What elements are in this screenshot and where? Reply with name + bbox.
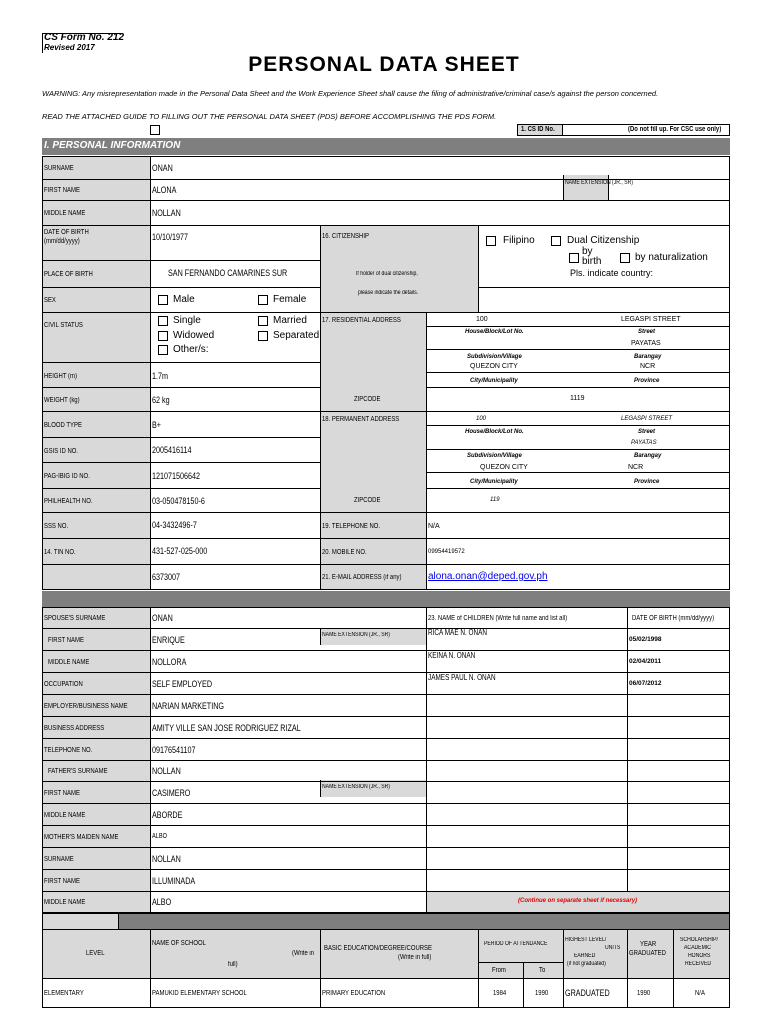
child-name[interactable]: RICA MAE N. ONAN xyxy=(428,628,488,637)
widowed-checkbox[interactable] xyxy=(158,331,168,341)
filipino-checkbox[interactable] xyxy=(486,236,496,246)
edu-level-header: LEVEL xyxy=(86,950,105,957)
female-checkbox[interactable] xyxy=(258,295,268,305)
form-number: CS Form No. 212 xyxy=(44,32,125,43)
edu-from[interactable]: 1984 xyxy=(493,990,507,997)
label-weight: WEIGHT (kg) xyxy=(44,397,80,404)
email-link[interactable]: alona.onan@deped.gov.ph xyxy=(428,571,548,582)
edu-highest-2: UNITS xyxy=(605,945,621,951)
dual-note-2: please indicate the details. xyxy=(358,290,419,296)
label-mother-first: FIRST NAME xyxy=(44,878,80,885)
mother-middle-value[interactable]: ALBO xyxy=(152,897,172,907)
edu-period-header: PERIOD OF ATTENDANCE xyxy=(484,941,548,947)
married-checkbox[interactable] xyxy=(258,316,268,326)
bus-addr-value[interactable]: AMITY VILLE SAN JOSE RODRIGUEZ RIZAL xyxy=(152,723,301,733)
dual-checkbox[interactable] xyxy=(551,236,561,246)
child-name[interactable]: JAMES PAUL N. ONAN xyxy=(428,673,496,682)
label-pob: PLACE OF BIRTH xyxy=(44,271,93,278)
widowed-label: Widowed xyxy=(173,330,215,341)
separated-label: Separated xyxy=(273,330,320,341)
label-email: 21. E-MAIL ADDRESS (if any) xyxy=(322,574,402,581)
label-dob: DATE OF BIRTH (mm/dd/yyyy) xyxy=(44,229,89,245)
mobile-value[interactable]: 09954419572 xyxy=(428,549,465,555)
label-spouse-middle: MIDDLE NAME xyxy=(48,659,90,666)
cs-id-label: 1. CS ID No. xyxy=(521,126,555,133)
label-sss: SSS NO. xyxy=(44,523,69,530)
res-city[interactable]: QUEZON CITY xyxy=(470,363,518,370)
label-spouse-tel: TELEPHONE NO. xyxy=(44,747,93,754)
extra-id-value[interactable]: 6373007 xyxy=(152,572,181,582)
separated-checkbox[interactable] xyxy=(258,331,268,341)
label-occupation: OCCUPATION xyxy=(44,681,83,688)
cs-id-note: (Do not fill up. For CSC use only) xyxy=(628,126,722,133)
label-citizenship: 16. CITIZENSHIP xyxy=(322,233,369,240)
perm-province[interactable]: NCR xyxy=(628,464,644,471)
pagibig-value[interactable]: 121071506642 xyxy=(152,471,201,481)
mother-maiden-value[interactable]: ALBO xyxy=(152,833,167,840)
res-street[interactable]: LEGASPI STREET xyxy=(621,316,681,323)
res-street-label: Street xyxy=(638,329,656,335)
dual-label: Dual Citizenship xyxy=(567,235,640,246)
label-blood-type: BLOOD TYPE xyxy=(44,422,82,429)
label-bus-addr: BUSINESS ADDRESS xyxy=(44,725,105,732)
telephone-value[interactable]: N/A xyxy=(428,523,440,530)
child-dob[interactable]: 06/07/2012 xyxy=(629,680,662,687)
label-telephone: 19. TELEPHONE NO. xyxy=(322,523,381,530)
perm-street-label: Street xyxy=(638,429,656,435)
tin-value[interactable]: 431-527-025-000 xyxy=(152,546,208,556)
instruction-text: READ THE ATTACHED GUIDE TO FILLING OUT THE PERSONAL DATA SHEET (PDS) BEFORE ACCOMPLISHING THE PDS FORM. xyxy=(42,112,497,121)
father-surname-value[interactable]: NOLLAN xyxy=(152,766,181,776)
philhealth-value[interactable]: 03-050478150-6 xyxy=(152,496,205,506)
label-spouse-surname: SPOUSE'S SURNAME xyxy=(44,615,106,622)
label-perm-zip: ZIPCODE xyxy=(354,497,381,504)
middle-name-value[interactable]: NOLLAN xyxy=(152,208,181,218)
edu-to-header: To xyxy=(539,967,546,974)
surname-value[interactable]: ONAN xyxy=(152,163,173,173)
country-label: Pls. indicate country: xyxy=(570,268,654,278)
label-philhealth: PHILHEALTH NO. xyxy=(44,498,93,505)
res-barangay[interactable]: PAYATAS xyxy=(631,340,661,347)
label-height: HEIGHT (m) xyxy=(44,373,77,380)
section-personal-info-title: I. PERSONAL INFORMATION xyxy=(44,140,181,151)
edu-sch-1: SCHOLARSHIP/ xyxy=(680,937,718,943)
edu-school-header: NAME OF SCHOOL xyxy=(152,940,206,947)
others-checkbox[interactable] xyxy=(158,345,168,355)
perm-subdivision-label: Subdivision/Village xyxy=(467,453,522,459)
perm-city-label: City/Municipality xyxy=(470,479,518,485)
employer-value[interactable]: NARIAN MARKETING xyxy=(152,701,225,711)
spouse-middle-value[interactable]: NOLLORA xyxy=(152,657,187,667)
single-checkbox[interactable] xyxy=(158,316,168,326)
header-checkbox[interactable] xyxy=(150,125,160,135)
label-perm-address: 18. PERMANENT ADDRESS xyxy=(322,416,400,423)
dob-value[interactable]: 10/10/1977 xyxy=(152,232,189,242)
res-province[interactable]: NCR xyxy=(640,363,656,370)
spouse-first-value[interactable]: ENRIQUE xyxy=(152,635,185,645)
single-label: Single xyxy=(173,315,201,326)
label-mother-maiden: MOTHER'S MAIDEN NAME xyxy=(44,834,119,841)
res-subdivision-label: Subdivision/Village xyxy=(467,354,522,360)
edu-course-header: BASIC EDUCATION/DEGREE/COURSE xyxy=(324,945,433,952)
label-mobile: 20. MOBILE NO. xyxy=(322,549,367,556)
section-family-bar xyxy=(42,591,730,607)
res-house-label: House/Block/Lot No. xyxy=(465,329,524,335)
label-civil-status: CIVIL STATUS xyxy=(44,322,83,329)
label-father-middle: MIDDLE NAME xyxy=(44,812,86,819)
weight-value[interactable]: 62 kg xyxy=(152,395,170,405)
perm-house-label: House/Block/Lot No. xyxy=(465,429,524,435)
form-revised: Revised 2017 xyxy=(44,43,95,52)
father-middle-value[interactable]: ABORDE xyxy=(152,810,183,820)
edu-course[interactable]: PRIMARY EDUCATION xyxy=(322,990,386,997)
perm-city[interactable]: QUEZON CITY xyxy=(480,464,528,471)
spouse-tel-value[interactable]: 09176541107 xyxy=(152,745,196,755)
edu-highest-4: (if not graduated) xyxy=(567,961,606,967)
perm-street[interactable]: LEGASPI STREET xyxy=(621,416,673,422)
child-dob[interactable]: 05/02/1998 xyxy=(629,636,662,643)
gsis-value[interactable]: 2005416114 xyxy=(152,445,192,455)
child-name[interactable]: KEINA N. ONAN xyxy=(428,651,476,660)
warning-text: WARNING: Any misrepresentation made in the Personal Data Sheet and the Work Experience Sheet shall cause the filing of administrative/criminal case/s against the person concerned. xyxy=(42,89,659,98)
sss-value[interactable]: 04-3432496-7 xyxy=(152,520,197,530)
res-house[interactable]: 100 xyxy=(476,316,488,323)
pob-value[interactable]: SAN FERNANDO CAMARINES SUR xyxy=(168,268,288,278)
edu-full: full) xyxy=(228,961,238,968)
height-value[interactable]: 1.7m xyxy=(152,371,169,381)
res-city-label: City/Municipality xyxy=(470,378,518,384)
perm-barangay[interactable]: PAYATAS xyxy=(631,440,657,446)
label-middle-name: MIDDLE NAME xyxy=(44,210,86,217)
perm-province-label: Province xyxy=(634,479,660,485)
res-barangay-label: Barangay xyxy=(634,354,662,360)
label-tin: 14. TIN NO. xyxy=(44,549,76,556)
edu-sch-3: HONORS xyxy=(688,953,711,959)
label-res-zip: ZIPCODE xyxy=(354,396,381,403)
mother-surname-value[interactable]: NOLLAN xyxy=(152,854,181,864)
label-mother-surname: SURNAME xyxy=(44,856,74,863)
others-label: Other/s: xyxy=(173,344,209,355)
label-first-name: FIRST NAME xyxy=(44,187,80,194)
filipino-label: Filipino xyxy=(503,235,535,246)
label-child-dob: DATE OF BIRTH (mm/dd/yyyy) xyxy=(632,615,715,622)
married-label: Married xyxy=(273,315,307,326)
label-sex: SEX xyxy=(44,297,56,304)
res-province-label: Province xyxy=(634,378,660,384)
edu-highest-3: EARNED xyxy=(574,953,596,959)
father-first-value[interactable]: CASIMERO xyxy=(152,788,191,798)
mother-first-value[interactable]: ILLUMINADA xyxy=(152,876,196,886)
edu-highest[interactable]: GRADUATED xyxy=(565,988,610,998)
perm-zip[interactable]: 119 xyxy=(490,497,500,503)
edu-from-header: From xyxy=(492,967,506,974)
child-dob[interactable]: 02/04/2011 xyxy=(629,658,662,665)
edu-write-in: (Write in xyxy=(292,950,315,957)
father-name-ext-label: NAME EXTENSION (JR., SR) xyxy=(322,784,391,790)
male-label: Male xyxy=(173,294,195,305)
by-birth-label: by birth xyxy=(582,246,602,267)
spouse-surname-value[interactable]: ONAN xyxy=(152,613,173,623)
label-pagibig: PAG-IBIG ID NO. xyxy=(44,473,90,480)
edu-highest-1: HIGHEST LEVEL/ xyxy=(565,937,607,943)
perm-barangay-label: Barangay xyxy=(634,453,662,459)
label-father-surname: FATHER'S SURNAME xyxy=(48,768,108,775)
edu-level: ELEMENTARY xyxy=(44,990,84,997)
label-spouse-first: FIRST NAME xyxy=(48,637,84,644)
label-surname: SURNAME xyxy=(44,165,74,172)
label-employer: EMPLOYER/BUSINESS NAME xyxy=(44,703,128,710)
edu-to[interactable]: 1990 xyxy=(535,990,549,997)
edu-school[interactable]: PAMUKID ELEMENTARY SCHOOL xyxy=(152,990,247,997)
label-father-first: FIRST NAME xyxy=(44,790,80,797)
by-nat-checkbox[interactable] xyxy=(620,253,630,263)
res-zip[interactable]: 1119 xyxy=(570,395,585,402)
edu-year-1: YEAR xyxy=(640,941,657,948)
dual-note-1: If holder of dual citizenship, xyxy=(356,271,418,277)
edu-year-2: GRADUATED xyxy=(629,950,666,957)
label-res-address: 17. RESIDENTIAL ADDRESS xyxy=(322,317,401,324)
perm-house[interactable]: 100 xyxy=(476,416,487,422)
blood-type-value[interactable]: B+ xyxy=(152,420,162,430)
by-nat-label: by naturalization xyxy=(635,252,708,263)
label-mother-middle: MIDDLE NAME xyxy=(44,899,86,906)
label-children: 23. NAME of CHILDREN (Write full name and list all) xyxy=(428,615,568,622)
edu-sch-2: ACADEMIC xyxy=(684,945,711,951)
edu-year[interactable]: 1990 xyxy=(637,990,651,997)
edu-sch-4: RECEIVED xyxy=(685,961,712,967)
label-gsis: GSIS ID NO. xyxy=(44,448,79,455)
page-title: PERSONAL DATA SHEET xyxy=(248,53,520,76)
first-name-value[interactable]: ALONA xyxy=(152,185,177,195)
label-name-ext: NAME EXTENSION (JR., SR) xyxy=(565,180,634,186)
female-label: Female xyxy=(273,294,307,305)
continue-note: (Continue on separate sheet if necessary) xyxy=(518,898,638,904)
male-checkbox[interactable] xyxy=(158,295,168,305)
by-birth-checkbox[interactable] xyxy=(569,253,579,263)
edu-honors[interactable]: N/A xyxy=(695,990,705,997)
edu-course-full: (Write in full) xyxy=(398,954,432,961)
spouse-name-ext-label: NAME EXTENSION (JR., SR) xyxy=(322,632,391,638)
occupation-value[interactable]: SELF EMPLOYED xyxy=(152,679,213,689)
